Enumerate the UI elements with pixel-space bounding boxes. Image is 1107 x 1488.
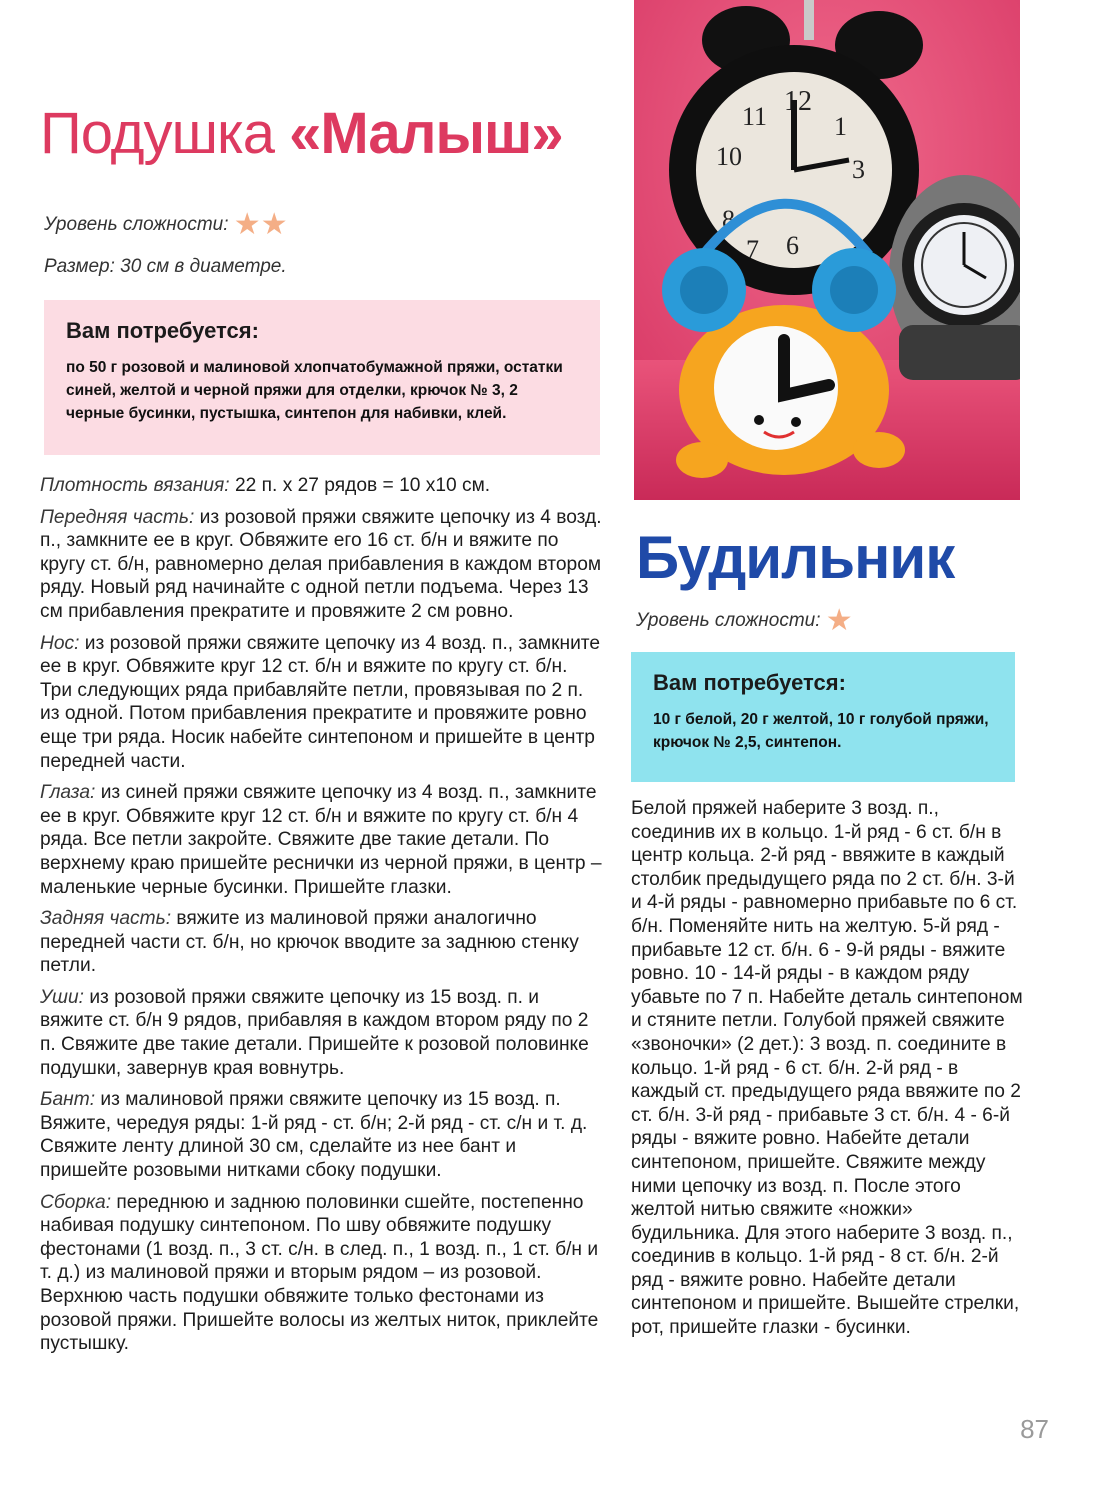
svg-text:12: 12 <box>784 86 812 117</box>
svg-text:10: 10 <box>716 142 742 171</box>
pillow-section: Уши: из розовой пряжи свяжите цепочку из 15 возд. п. и вяжите ст. б/н 9 рядов, прибавляя в каждом втором ряду по 2 п. Свяжите две такие детали. Пришейте к розовой половинке подушки, завернув края вовнутрь. <box>40 986 589 1079</box>
svg-text:1: 1 <box>834 112 847 141</box>
pillow-instructions <box>40 474 602 1364</box>
pillow-title-bold: «Малыш» <box>289 101 563 166</box>
pillow-difficulty <box>44 208 288 241</box>
star-icon: ★ <box>260 208 288 241</box>
pillow-section: Сборка: переднюю и заднюю половинки сшейте, постепенно набивая подушку синтепоном. По шву обвяжите подушку фестонами (1 возд. п., 3 ст. с/н. в след. п., 1 возд. п., 1 ст. б/н и т. д.) из малиновой пряжи и вторым рядом – из розовой. Верхнюю часть подушки обвяжите только фестонами из розовой пряжи. Пришейте волосы из желтых ниток, приклейте пустышку. <box>40 1191 599 1355</box>
alarm-clock-photo <box>634 0 1020 500</box>
alarm-clock-illustration <box>634 0 1020 500</box>
svg-text:8: 8 <box>722 205 735 234</box>
pillow-section: Глаза: из синей пряжи свяжите цепочку из 4 возд. п., замкните ее в круг. Обвяжите круг 12 ст. б/н и вяжите по кругу ст. б/н 4 ряда. Все петли закройте. Свяжите две такие детали. По верхнему краю пришейте реснички из черной пряжи, в центр – маленькие черные бусинки. Пришейте глазки. <box>40 782 602 898</box>
star-icon: ★ <box>825 604 853 637</box>
svg-text:6: 6 <box>786 231 799 260</box>
svg-text:3: 3 <box>852 155 865 184</box>
pillow-title-normal: Подушка <box>40 101 274 166</box>
alarm-requirements-box <box>631 652 1015 782</box>
alarm-instructions <box>631 797 1023 1340</box>
svg-text:11: 11 <box>742 102 768 131</box>
pillow-difficulty-label: Уровень сложности: <box>44 214 229 235</box>
alarm-body: Белой пряжей наберите 3 возд. п., соединив их в кольцо. 1-й ряд - 6 ст. б/н в центр кольца. 2-й ряд - ввяжите в каждый столбик предыдущего ряда по 2 ст. б/н. 3-й и 4-й ряды - равномерно прибавьте по 6 ст. б/н. Поменяйте нить на желтую. 5-й ряд - прибавьте 12 ст. б/н. 6 - 9-й ряды - вяжите ровно. 10 - 14-й ряды - в каждом ряду убавьте по 7 п. Набейте деталь синтепоном и стяните петли. Голубой пряжей свяжите «звоночки» (2 дет.): 3 возд. п. соедините в кольцо. 1-й ряд - 6 ст. б/н. 2-й ряд - в каждый ст. предыдущего ряда ввяжите по 2 ст. б/н. 3-й ряд - прибавьте 3 ст. б/н. 4 - 6-й ряды - вяжите ровно. Набейте детали синтепоном, пришейте. Свяжите между ними цепочку из возд. п. После этого желтой нитью свяжите «ножки» будильника. Для этого наберите 3 возд. п., соединив в кольцо. 1-й ряд - 8 ст. б/н. 2-й ряд - вяжите ровно. Набейте детали синтепоном и пришейте. Вышейте стрелки, рот, пришейте глазки - бусинки. <box>631 798 1023 1339</box>
alarm-requirements-text: 10 г белой, 20 г желтой, 10 г голубой пряжи, крючок № 2,5, синтепон. <box>653 711 989 751</box>
pillow-section: Нос: из розовой пряжи свяжите цепочку из 4 возд. п., замкните ее в круг. Обвяжите круг 12 ст. б/н и вяжите по кругу ст. б/н. Три следующих ряда прибавляйте петли, провязывая по 2 п. из одной. Потом прибавления прекратите и провяжите ровно еще три ряда. Носик набейте синтепоном и пришейте в центр передней части. <box>40 632 601 772</box>
page-number: 87 <box>1020 1414 1049 1444</box>
pillow-section: Задняя часть: вяжите из малиновой пряжи аналогично передней части ст. б/н, но крючок вводите за заднюю стенку петли. <box>40 908 579 977</box>
pillow-section: Плотность вязания: 22 п. х 27 рядов = 10 х10 см. <box>40 475 491 496</box>
pillow-section: Бант: из малиновой пряжи свяжите цепочку из 15 возд. п. Вяжите, чередуя ряды: 1-й ряд - ст. б/н; 2-й ряд - ст. с/н и т. д. Свяжите ленту длиной 30 см, сделайте из нее бант и пришейте розовыми нитками сбоку подушки. <box>40 1089 588 1182</box>
svg-text:7: 7 <box>746 235 759 264</box>
alarm-difficulty <box>636 604 853 637</box>
pillow-requirements-title: Вам потребуется: <box>66 318 259 343</box>
alarm-requirements-title: Вам потребуется: <box>653 670 846 695</box>
pillow-size: Размер: 30 см в диаметре. <box>44 256 287 277</box>
pillow-section: Передняя часть: из розовой пряжи свяжите цепочку из 4 возд. п., замкните ее в круг. Обвяжите его 16 ст. б/н и вяжите по кругу ст. б/н, равномерно делая прибавления в каждом втором ряду. Новый ряд начинайте с одной петли подъема. Через 13 см прибавления прекратите и провяжите 2 см ровно. <box>40 506 602 622</box>
alarm-difficulty-label: Уровень сложности: <box>636 610 821 631</box>
pillow-requirements-box <box>44 300 600 455</box>
star-icon: ★ <box>233 208 261 241</box>
pillow-requirements-text: по 50 г розовой и малиновой хлопчатобумажной пряжи, остатки синей, желтой и черной пряжи для отделки, крючок № 3, 2 черные бусинки, пустышка, синтепон для набивки, клей. <box>66 359 563 422</box>
pillow-title <box>40 98 563 170</box>
alarm-title: Будильник <box>636 524 955 591</box>
